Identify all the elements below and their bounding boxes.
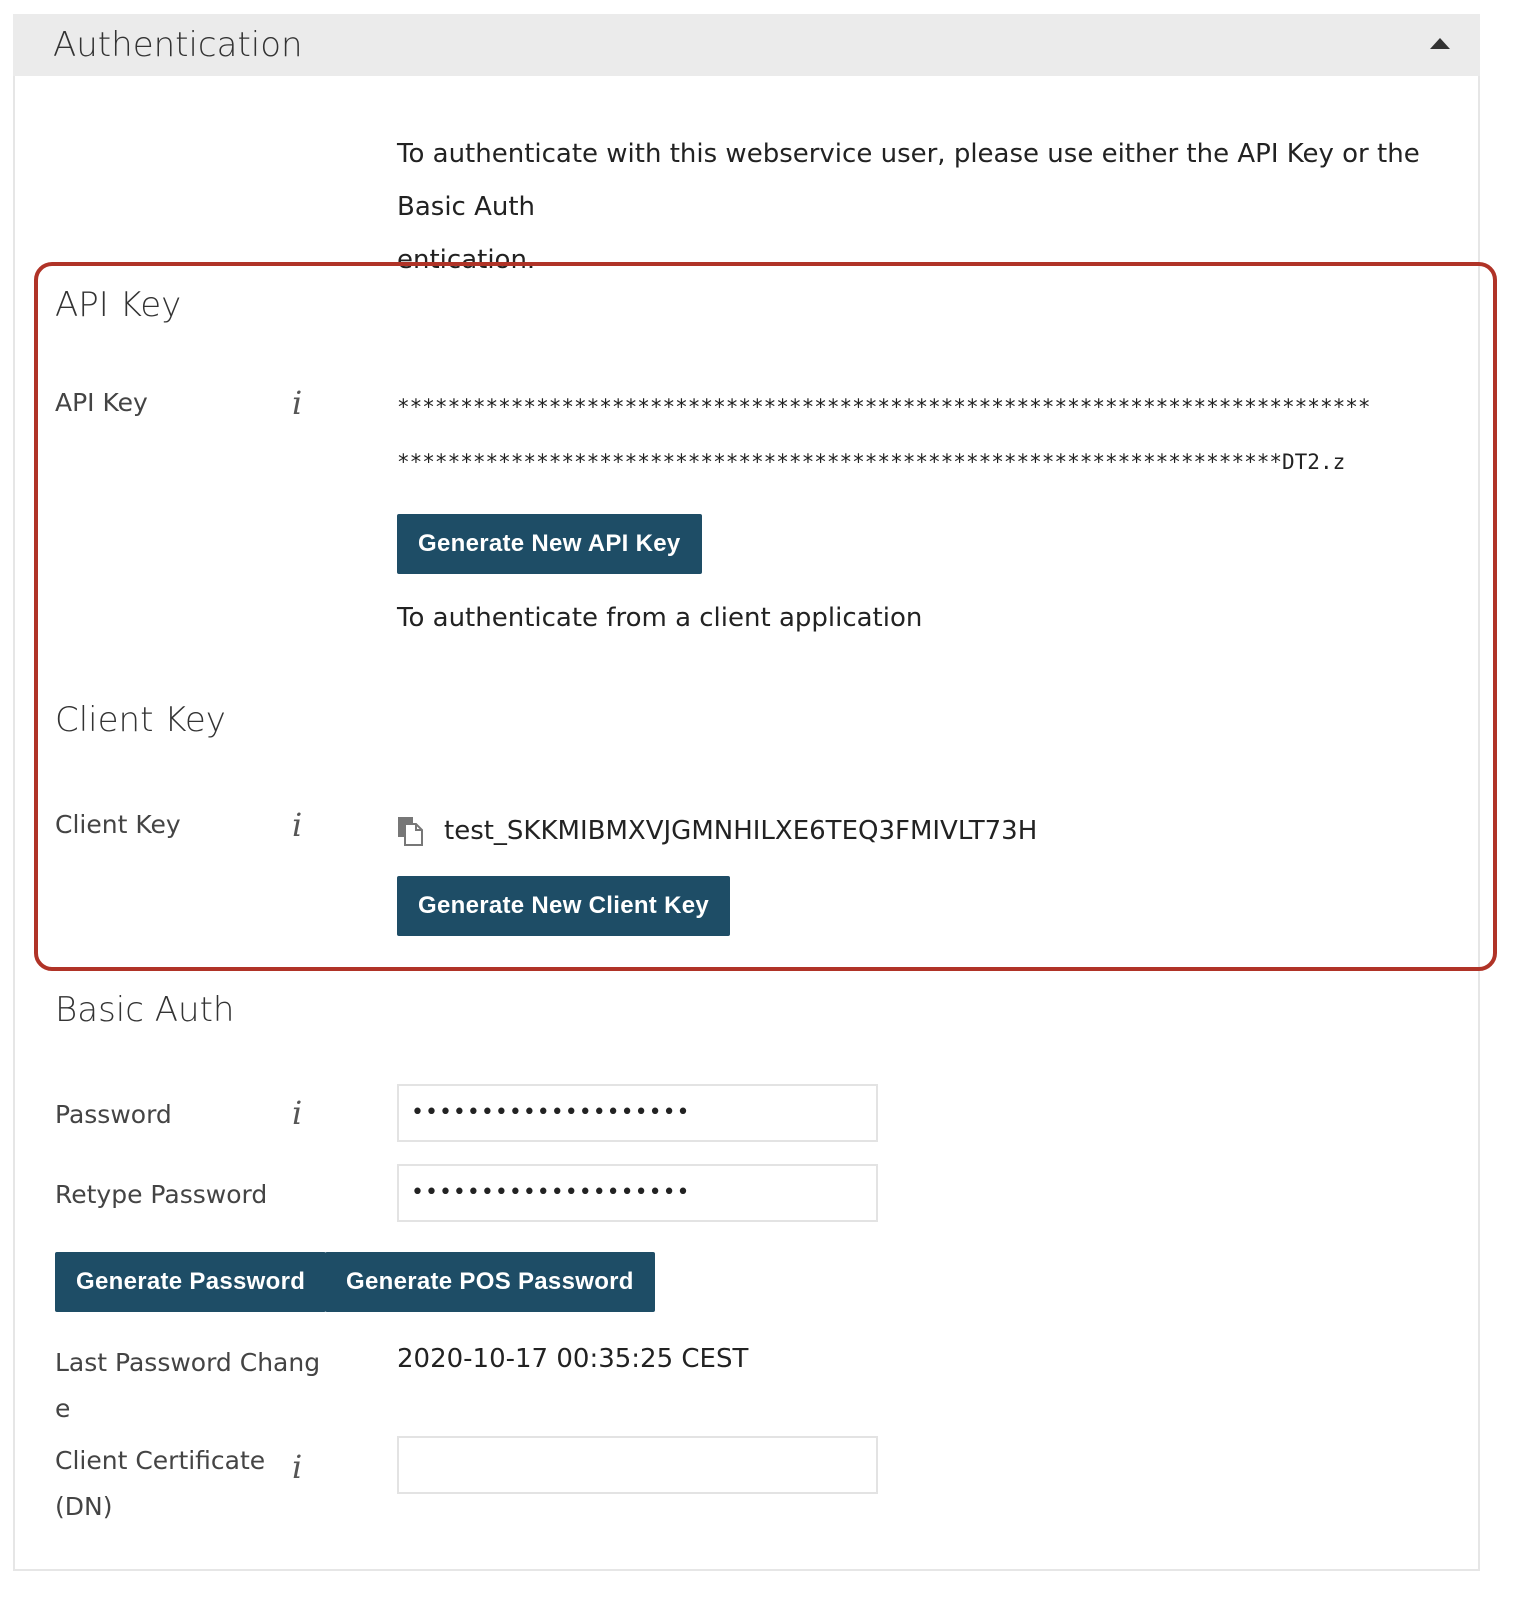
api-key-value-line-1: *****************************************************************************	[397, 395, 1371, 419]
api-key-section-title: API Key	[55, 285, 182, 325]
retype-password-field[interactable]: ••••••••••••••••••••	[397, 1164, 878, 1222]
retype-password-label: Retype Password	[55, 1180, 268, 1209]
intro-line-1: To authenticate with this webservice user, please use either the API Key or the Basic Auth	[397, 139, 1420, 222]
generate-new-client-key-button[interactable]: Generate New Client Key	[397, 876, 730, 936]
client-key-section-title: Client Key	[55, 700, 226, 740]
client-application-note: To authenticate from a client application	[397, 603, 923, 633]
last-password-change-value: 2020-10-17 00:35:25 CEST	[397, 1344, 749, 1374]
last-password-change-label-line-1: Last Password Chang	[55, 1348, 321, 1377]
client-key-value: test_SKKMIBMXVJGMNHILXE6TEQ3FMIVLT73H	[444, 816, 1038, 846]
client-key-label: Client Key	[55, 810, 181, 839]
info-icon[interactable]: i	[292, 1448, 303, 1486]
password-field[interactable]: ••••••••••••••••••••	[397, 1084, 878, 1142]
client-certificate-field[interactable]	[397, 1436, 878, 1494]
caret-up-icon[interactable]	[1430, 38, 1450, 49]
panel-title: Authentication	[53, 25, 303, 65]
last-password-change-label-line-2: e	[55, 1394, 71, 1423]
info-icon[interactable]: i	[292, 806, 303, 844]
info-icon[interactable]: i	[292, 1094, 303, 1132]
api-key-label: API Key	[55, 388, 148, 417]
password-label: Password	[55, 1100, 172, 1129]
client-certificate-label-line-2: (DN)	[55, 1492, 113, 1521]
generate-new-api-key-button[interactable]: Generate New API Key	[397, 514, 702, 574]
api-key-value-line-2: **********************************************************************DT2.z	[397, 450, 1346, 474]
intro-line-2: entication.	[397, 245, 536, 275]
copy-icon[interactable]	[397, 816, 423, 846]
panel-header[interactable]	[13, 14, 1480, 76]
last-password-change-label	[55, 1340, 320, 1432]
generate-pos-password-button[interactable]: Generate POS Password	[325, 1252, 655, 1312]
basic-auth-section-title: Basic Auth	[55, 990, 235, 1030]
client-certificate-label	[55, 1438, 265, 1530]
info-icon[interactable]: i	[292, 384, 303, 422]
client-certificate-label-line-1: Client Certificate	[55, 1446, 266, 1475]
generate-password-button[interactable]: Generate Password	[55, 1252, 326, 1312]
